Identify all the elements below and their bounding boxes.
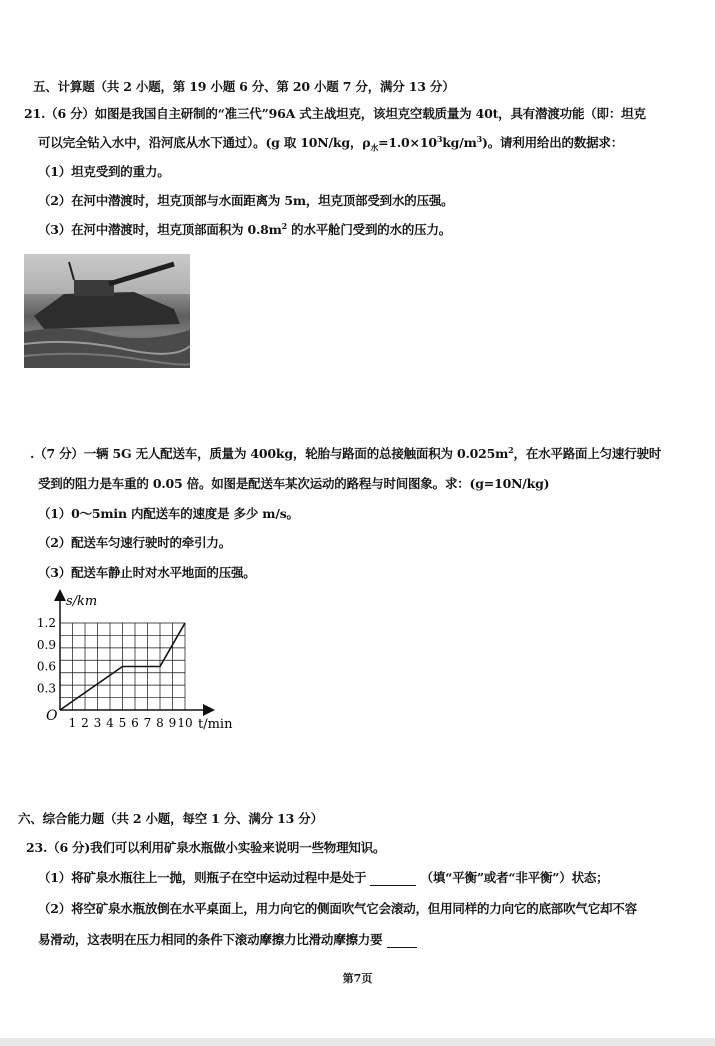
x-tick-label: 3: [93, 716, 102, 730]
y-tick-label: 1.2: [36, 616, 56, 630]
y-tick-label: 0.6: [36, 659, 56, 674]
distance-time-graph: [30, 588, 270, 748]
x-axis-label: t/min: [198, 717, 233, 732]
section-5-heading: 五、计算题（共 2 小题，第 19 小题 6 分、第 20 小题 7 分，满分 13 分）: [33, 79, 455, 94]
y-axis-label: s/km: [66, 594, 98, 609]
tank-photo: [24, 254, 190, 368]
y-tick-label: 0.9: [36, 637, 56, 652]
x-tick-label: 9: [168, 716, 177, 730]
x-tick-label: 10: [177, 716, 193, 730]
tank-illustration: [24, 254, 190, 368]
answer-blank-2[interactable]: [387, 935, 417, 948]
q23-sub-question-3: 易滑动，这表明在压力相同的条件下滚动摩擦力比滑动摩擦力要: [38, 930, 417, 948]
q23-line-1: 23.（6 分)我们可以利用矿泉水瓶做小实验来说明一些物理知识。: [26, 840, 386, 855]
x-tick-label: 5: [118, 716, 127, 730]
q22-sub-question-3: （3）配送车静止时对水平地面的压强。: [38, 565, 256, 580]
q22-line-1: .（7 分）一辆 5G 无人配送车，质量为 400kg，轮胎与路面的总接触面积为 $0.025m^2$，在水平路面上匀速行驶时: [30, 444, 662, 461]
q22-line-2: 受到的阻力是车重的 0.05 倍。如图是配送车某次运动的路程与时间图象。求：(g=10N/kg): [38, 476, 550, 491]
q21-line-2: 可以完全钻入水中，沿河底从水下通过）。(g 取 10N/kg，$\rho_水=1.0\times 10^3kg/m^3$)。请利用给出的数据求：: [38, 133, 623, 153]
section-6-heading: 六、综合能力题（共 2 小题，每空 1 分、满分 13 分）: [18, 811, 323, 826]
q21-sub-question-2: （2）在河中潜渡时，坦克顶部与水面距离为 5m，坦克顶部受到水的压强。: [38, 193, 454, 208]
page-number: 第7页: [342, 972, 373, 985]
q21-sub-question-3: （3）在河中潜渡时，坦克顶部面积为 $0.8m^2$ 的水平舱门受到的水的压力。: [38, 220, 452, 237]
bottom-bar: [0, 1038, 715, 1046]
x-tick-label: 8: [156, 716, 164, 730]
q22-sub-question-1: （1）0～5min 内配送车的速度是 多少 m/s。: [38, 506, 299, 521]
x-tick-label: 6: [131, 716, 139, 730]
origin-label: O: [46, 708, 58, 724]
q21-line-1: 21.（6 分）如图是我国自主研制的“准三代”96A 式主战坦克，该坦克空载质量为 40t，具有潜渡功能（即：坦克: [24, 106, 646, 121]
q22-sub-question-2: （2）配送车匀速行驶时的牵引力。: [38, 535, 231, 550]
y-tick-label: 0.3: [36, 681, 56, 696]
q23-sub-question-2: （2）将空矿泉水瓶放倒在水平桌面上，用力向它的侧面吹气它会滚动，但用同样的力向它的底部吹气它却不容: [38, 901, 637, 916]
q23-sub-question-1: （1）将矿泉水瓶往上一抛，则瓶子在空中运动过程中是处于 （填“平衡”或者“非平衡”）状态；: [38, 870, 609, 885]
x-tick-label: 4: [106, 716, 114, 730]
answer-blank-1[interactable]: [370, 873, 416, 886]
x-tick-label: 1: [68, 716, 77, 730]
q21-sub-question-1: （1）坦克受到的重力。: [38, 164, 170, 179]
x-tick-label: 7: [143, 716, 152, 730]
x-tick-label: 2: [81, 716, 89, 730]
